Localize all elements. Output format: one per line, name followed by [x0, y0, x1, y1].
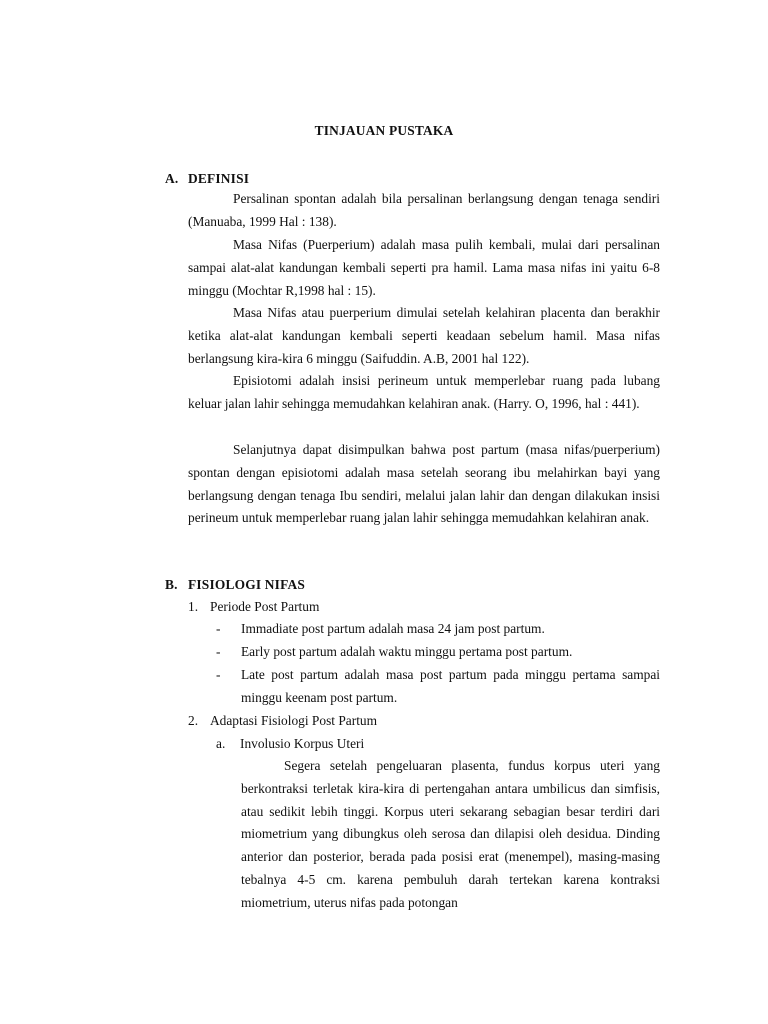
section-a-title: DEFINISI — [188, 171, 250, 186]
list-item-2-title: Adaptasi Fisiologi Post Partum — [210, 713, 378, 728]
section-b-label: B. — [165, 577, 178, 592]
list-item-1: 1. Periode Post Partum — [188, 599, 320, 614]
paragraph-a3: Masa Nifas atau puerperium dimulai setelah kelahiran placenta dan berakhir ketika alat-alat kandungan kembali seperti keadaan sebelum hamil. Masa nifas berlangsung kira-kira 6 minggu (Saifuddin. A.B, 2001 hal 122). — [188, 305, 660, 366]
paragraph-a2: Masa Nifas (Puerperium) adalah masa pulih kembali, mulai dari persalinan sampai alat-alat kandungan kembali seperti pra hamil. Lama masa nifas ini yaitu 6-8 minggu (Mochtar R,1998 hal : 15). — [188, 237, 660, 298]
paragraph-b2a: Segera setelah pengeluaran plasenta, fundus korpus uteri yang berkontraksi terletak kira-kira di pertengahan antara umbilicus dan simfisis, atau sedikit lebih tinggi. Korpus uteri sekarang sebagian besar terdiri dari miometrium yang dibungkus oleh serosa dan dilapisi oleh desidua. Dinding anterior dan posterior, berada pada posisi erat (menempel), masing-masing tebalnya 4-5 cm. karena pembuluh darah tertekan karena kontraksi miometrium, uterus nifas pada potongan — [241, 758, 660, 910]
section-a-heading — [165, 171, 249, 187]
section-a-label: A. — [165, 171, 179, 186]
bullet-item: - Late post partum adalah masa post partum pada minggu pertama sampai minggu keenam post partum. — [216, 667, 660, 705]
bullet-item: - Early post partum adalah waktu minggu pertama post partum. — [216, 644, 573, 659]
paragraph-a1: Persalinan spontan adalah bila persalinan berlangsung dengan tenaga sendiri (Manuaba, 1999 Hal : 138). — [188, 191, 660, 229]
paragraph-a4: Episiotomi adalah insisi perineum untuk memperlebar ruang pada lubang keluar jalan lahir sehingga memudahkan kelahiran anak. (Harry. O, 1996, hal : 441). — [188, 373, 660, 411]
paragraph-a5: Selanjutnya dapat disimpulkan bahwa post partum (masa nifas/puerperium) spontan dengan episiotomi adalah masa setelah seorang ibu melahirkan bayi yang berlangsung dengan tenaga Ibu sendiri, melalui jalan lahir dan dengan dilakukan insisi perineum untuk memperlebar ruang jalan lahir sehingga memudahkan kelahiran anak. — [188, 442, 660, 526]
section-b-title: FISIOLOGI NIFAS — [188, 577, 305, 592]
section-b-heading — [165, 577, 305, 593]
sub-item-a: a. Involusio Korpus Uteri — [216, 736, 365, 751]
page-title: TINJAUAN PUSTAKA — [314, 123, 454, 138]
bullet-item: - Immadiate post partum adalah masa 24 jam post partum. — [216, 621, 545, 636]
list-item-1-title: Periode Post Partum — [210, 599, 320, 614]
list-item-2: 2. Adaptasi Fisiologi Post Partum — [188, 713, 378, 728]
sub-item-a-title: Involusio Korpus Uteri — [240, 736, 365, 751]
